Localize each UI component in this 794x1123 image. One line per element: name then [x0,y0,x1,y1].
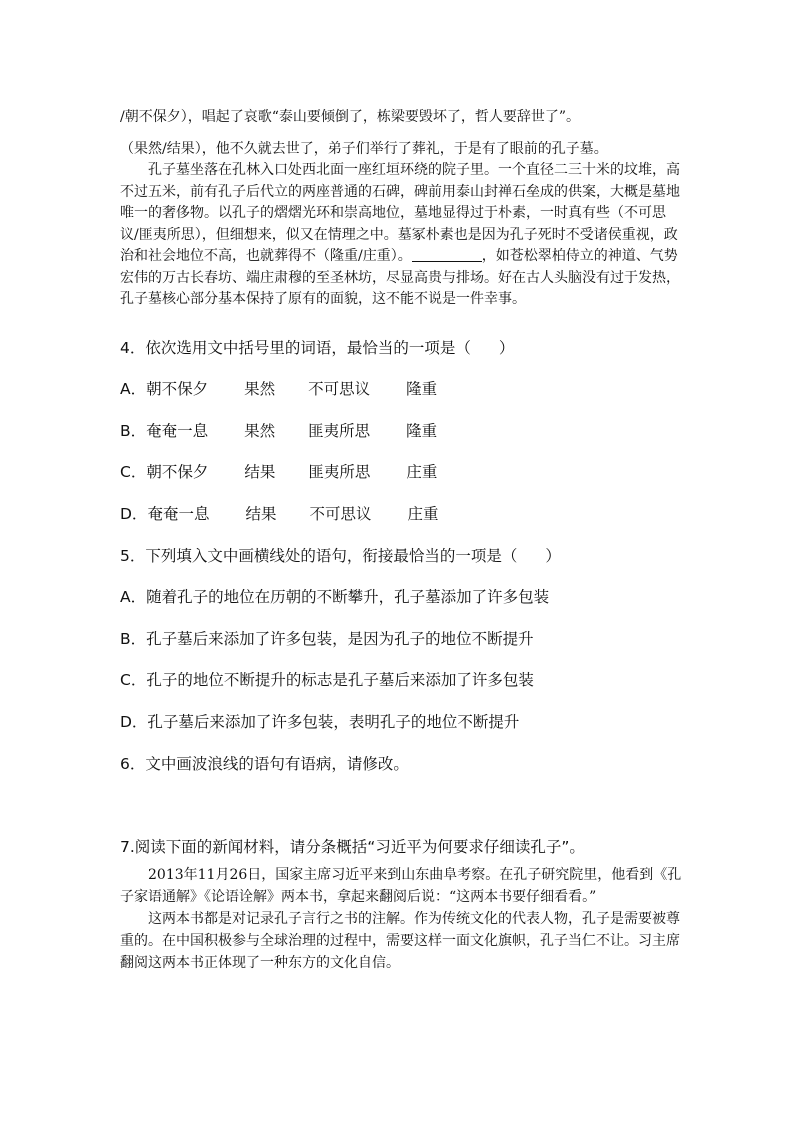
news-material [120,864,682,974]
question-5-option-b: B．孔子墓后来添加了许多包装，是因为孔子的地位不断提升 [120,630,534,648]
passage-line-1: /朝不保夕），唱起了哀歌“泰山要倾倒了，栋梁要毁坏了，哲人要辞世了”。 [120,109,581,125]
question-4-option-d: D．奄奄一息 结果 不可思议 庄重 [120,505,439,523]
question-5-text: 5．下列填入文中画横线处的语句，衔接最恰当的一项是（ [120,547,518,565]
question-5-stem [120,545,700,567]
passage-paragraph [120,160,680,311]
fill-blank-line [412,247,482,262]
passage-paragraph-text-2: ，如苍松翠柏侍立的神道、气势宏伟的万古长春坊、端庄肃穆的至圣林坊，尽显高贵与排场。好在古人头脑没有过于发热，孔子墓核心部分基本保持了原有的面貌，这不能不说是一件幸事。 [120,248,680,307]
question-4-option-a: A．朝不保夕 果然 不可思议 隆重 [120,380,438,398]
question-7-stem: 7.阅读下面的新闻材料，请分条概括“习近平为何要求仔细读孔子”。 [120,838,585,856]
news-paragraph-2: 这两本书都是对记录孔子言行之书的注解。作为传统文化的代表人物，孔子是需要被尊重的。在中国积极参与全球治理的过程中，需要这样一面文化旗帜，孔子当仁不让。习主席翻阅这两本书正体现了一种东方的文化自信。 [120,911,680,971]
question-4-text: 4．依次选用文中括号里的词语，最恰当的一项是（ [120,339,471,357]
passage-top [120,107,680,311]
passage-paragraph-text: 孔子墓坐落在孔林入口处西北面一座红垣环绕的院子里。一个直径二三十米的坟堆，高不过五米，前有孔子后代立的两座普通的石碑，碑前用泰山封禅石垒成的供案，大概是墓地唯一的奢侈物。以孔子的熠熠光环和崇高地位，墓地显得过于朴素，一时真有些（不可思议/匪夷所思），但细想来，似又在情理之中。墓冢朴素也是因为孔子死时不受诸侯重视，政治和社会地位不高，也就葬得不（隆重/庄重）。 [120,162,680,264]
passage-line-2: （果然/结果），他不久就去世了，弟子们举行了葬礼，于是有了眼前的孔子墓。 [120,140,608,157]
question-5-option-c: C．孔子的地位不断提升的标志是孔子墓后来添加了许多包装 [120,671,534,689]
question-5-close: ） [545,547,561,565]
question-4-option-b: B．奄奄一息 果然 匪夷所思 隆重 [120,422,438,440]
question-4-option-c: C．朝不保夕 结果 匪夷所思 庄重 [120,463,438,481]
question-6-stem: 6．文中画波浪线的语句有语病，请修改。 [120,755,409,773]
question-5-option-a: A．随着孔子的地位在历朝的不断攀升，孔子墓添加了许多包装 [120,588,550,606]
question-4-close: ） [498,339,515,357]
question-4-stem [120,337,700,359]
question-5-option-d: D．孔子墓后来添加了许多包装，表明孔子的地位不断提升 [120,713,520,731]
news-paragraph-1: 2013年11月26日，国家主席习近平来到山东曲阜考察。在孔子研究院里，他看到《孔子家语通解》《论语诠解》两本书，拿起来翻阅后说：“这两本书要仔细看看。” [120,867,682,905]
